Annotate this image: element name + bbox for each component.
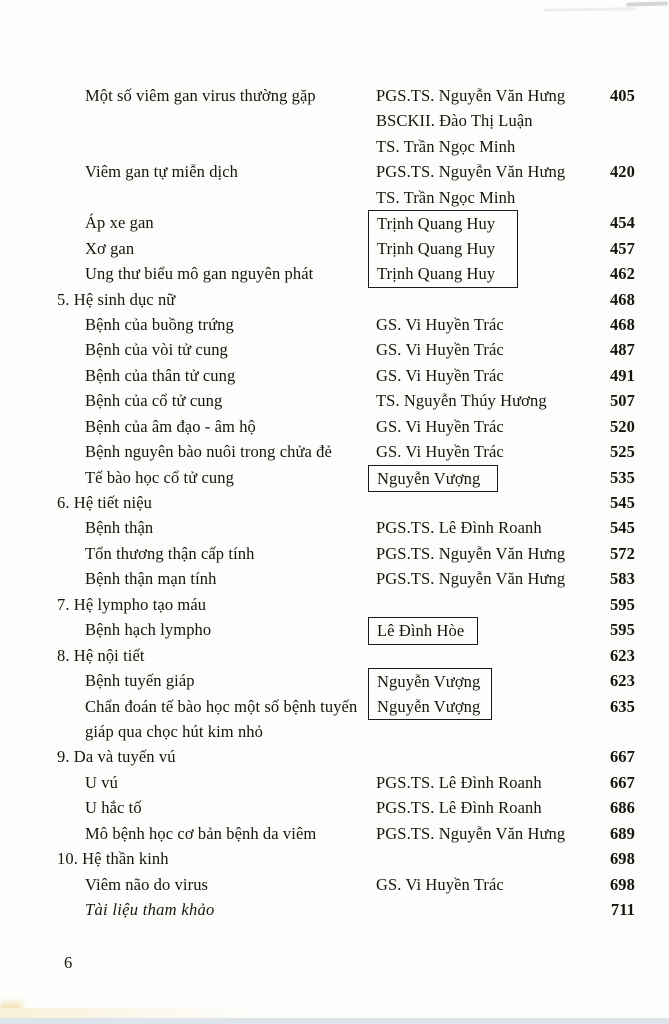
author-name: GS. Vi Huyền Trác	[376, 340, 504, 360]
author-name: PGS.TS. Lê Đình Roanh	[376, 798, 542, 818]
author-name: GS. Vi Huyền Trác	[376, 874, 504, 894]
author-name: PGS.TS. Nguyễn Văn Hưng	[376, 823, 566, 843]
author-name: PGS.TS. Nguyễn Văn Hưng	[376, 86, 566, 105]
author-cell	[368, 795, 579, 820]
page-number: 545	[609, 518, 635, 538]
entry-title: Bệnh nguyên bào nuôi trong chửa đẻ	[85, 442, 332, 462]
page-number: 595	[609, 594, 635, 614]
author-name: PGS.TS. Nguyễn Văn Hưng	[376, 543, 566, 563]
author-name: TS. Trần Ngọc Minh	[376, 187, 516, 207]
page-number: 545	[609, 493, 635, 512]
toc-row	[57, 617, 635, 642]
entry-title: giáp qua chọc hút kim nhỏ	[85, 721, 264, 741]
author-cell	[368, 134, 579, 159]
author-cell	[368, 872, 579, 897]
author-name-boxed: Nguyễn Vượng	[368, 465, 498, 492]
scan-smudge-top-right-faint	[543, 7, 635, 12]
author-name: GS. Vi Huyền Trác	[376, 365, 504, 385]
page-number: 689	[609, 823, 635, 843]
toc-row	[57, 770, 635, 795]
entry-title: Bệnh của âm đạo - âm hộ	[85, 416, 256, 436]
author-name-boxed: Lê Đình Hòe	[368, 617, 478, 644]
page-number: 468	[609, 289, 635, 309]
toc-row	[57, 846, 635, 871]
author-name: BSCKII. Đào Thị Luận	[376, 111, 533, 131]
toc-row	[57, 388, 635, 413]
entry-title: U hắc tố	[85, 798, 142, 818]
entry-title: Bệnh hạch lympho	[85, 620, 212, 640]
entry-title: Bệnh của vòi tử cung	[85, 340, 228, 360]
author-cell	[368, 185, 579, 210]
toc-row	[57, 439, 635, 464]
author-name: PGS.TS. Nguyễn Văn Hưng	[376, 569, 566, 589]
page-number: 420	[609, 162, 635, 182]
toc-row	[57, 668, 635, 693]
toc-row	[57, 414, 635, 439]
author-cell	[368, 643, 579, 668]
section-title: 10. Hệ thần kinh	[57, 849, 169, 869]
author-cell	[368, 83, 579, 108]
toc-row	[57, 465, 635, 490]
page-number: 623	[609, 671, 635, 691]
section-title: 9. Da và tuyến vú	[57, 747, 176, 767]
toc-row	[57, 210, 635, 235]
page-number: 507	[609, 391, 635, 411]
entry-title	[57, 185, 368, 210]
toc-row	[57, 287, 635, 312]
author-cell	[368, 821, 579, 846]
page-number: 623	[609, 645, 635, 665]
toc-row	[57, 897, 635, 922]
entry-title: Bệnh thận mạn tính	[85, 569, 217, 589]
author-cell	[368, 337, 579, 362]
section-title: 8. Hệ nội tiết	[57, 645, 145, 665]
author-cell	[368, 414, 579, 439]
author-cell	[368, 388, 579, 413]
toc-row	[57, 159, 635, 184]
page-number: 468	[609, 314, 635, 334]
entry-title: Xơ gan	[85, 238, 135, 258]
page-bottom-edge	[0, 1018, 669, 1024]
author-cell	[368, 617, 579, 644]
author-cell	[368, 668, 579, 694]
page-number: 667	[609, 747, 635, 767]
section-title: 5. Hệ sinh dục nữ	[57, 289, 176, 309]
entry-title: Bệnh của cổ tử cung	[85, 391, 223, 411]
page-number: 595	[609, 620, 635, 640]
toc-row	[57, 490, 635, 515]
author-cell	[368, 210, 579, 236]
author-name: PGS.TS. Lê Đình Roanh	[376, 772, 542, 792]
toc-row	[57, 185, 635, 210]
author-cell	[368, 897, 579, 922]
page-number: 454	[609, 213, 635, 233]
author-cell	[368, 694, 579, 720]
entry-title	[57, 134, 368, 159]
author-cell	[368, 465, 579, 492]
author-cell	[368, 287, 579, 312]
entry-title: Mô bệnh học cơ bản bệnh da viêm	[85, 823, 317, 843]
page-number: 487	[609, 340, 635, 360]
toc-row	[57, 694, 635, 719]
page-number: 457	[609, 238, 635, 258]
author-name: GS. Vi Huyền Trác	[376, 314, 504, 334]
page-number: 572	[609, 543, 635, 563]
page-number: 535	[609, 467, 635, 487]
author-name: PGS.TS. Lê Đình Roanh	[376, 518, 542, 538]
entry-title: Bệnh tuyến giáp	[85, 671, 195, 691]
page-number: 686	[609, 798, 635, 818]
toc-row	[57, 744, 635, 769]
section-title: 7. Hệ lympho tạo máu	[57, 594, 207, 614]
page-number	[579, 134, 635, 159]
author-cell	[368, 261, 579, 287]
toc-row	[57, 541, 635, 566]
toc-row	[57, 515, 635, 540]
author-name-boxed: Nguyễn Vượng	[368, 668, 492, 694]
entry-title: Một số viêm gan virus thường gặp	[85, 86, 316, 105]
author-cell	[368, 236, 579, 261]
section-title: 6. Hệ tiết niệu	[57, 493, 152, 512]
author-name-boxed: Trịnh Quang Huy	[368, 236, 518, 261]
author-name: PGS.TS. Nguyễn Văn Hưng	[376, 162, 566, 182]
author-cell	[368, 312, 579, 337]
entry-title: Tài liệu tham khảo	[85, 900, 215, 919]
entry-title: Viêm gan tự miễn dịch	[85, 162, 239, 182]
scan-tint-bottom	[0, 1008, 250, 1018]
toc-row	[57, 108, 635, 133]
toc-row	[57, 312, 635, 337]
page-number: 698	[609, 849, 635, 869]
entry-title: Áp xe gan	[85, 213, 154, 233]
page-number	[579, 185, 635, 210]
page-number: 583	[609, 569, 635, 589]
entry-title: Tế bào học cổ tử cung	[85, 467, 234, 487]
toc-row	[57, 363, 635, 388]
author-cell	[368, 439, 579, 464]
toc-row	[57, 134, 635, 159]
toc-row	[57, 261, 635, 286]
author-name-boxed: Nguyễn Vượng	[368, 694, 492, 720]
toc-row	[57, 643, 635, 668]
entry-title: U vú	[85, 772, 118, 792]
entry-title: Ung thư biểu mô gan nguyên phát	[85, 264, 314, 284]
toc-row	[57, 592, 635, 617]
author-cell	[368, 108, 579, 133]
author-name: TS. Trần Ngọc Minh	[376, 136, 516, 156]
author-cell	[368, 744, 579, 769]
entry-title	[57, 108, 368, 133]
toc-row	[57, 337, 635, 362]
toc-row	[57, 821, 635, 846]
entry-title: Chẩn đoán tế bào học một số bệnh tuyến	[85, 696, 358, 716]
toc-row	[57, 719, 635, 744]
page-number: 698	[609, 874, 635, 894]
scan-smudge-top-right	[626, 1, 668, 6]
toc-row	[57, 795, 635, 820]
page-number: 462	[609, 264, 635, 284]
entry-title: Bệnh thận	[85, 518, 154, 538]
entry-title: Bệnh của buồng trứng	[85, 314, 234, 334]
toc-row	[57, 236, 635, 261]
author-cell	[368, 159, 579, 184]
page-number: 525	[609, 442, 635, 462]
page-number: 491	[609, 365, 635, 385]
toc-row	[57, 872, 635, 897]
author-cell	[368, 515, 579, 540]
page-number: 667	[609, 772, 635, 792]
entry-title: Viêm não do virus	[85, 874, 209, 894]
page-number: 405	[609, 86, 635, 105]
author-cell	[368, 592, 579, 617]
page-number	[579, 108, 635, 133]
author-cell	[368, 719, 579, 744]
author-cell	[368, 770, 579, 795]
author-name: GS. Vi Huyền Trác	[376, 442, 504, 462]
author-name: GS. Vi Huyền Trác	[376, 416, 504, 436]
entry-title: Bệnh của thân tử cung	[85, 365, 236, 385]
author-name-boxed: Trịnh Quang Huy	[368, 210, 518, 236]
page-number: 520	[609, 416, 635, 436]
author-cell	[368, 541, 579, 566]
page-number: 635	[609, 696, 635, 716]
page-number: 711	[610, 900, 635, 919]
page-number	[579, 719, 635, 744]
toc-row	[57, 566, 635, 591]
author-name-boxed: Trịnh Quang Huy	[368, 261, 518, 287]
entry-title: Tổn thương thận cấp tính	[85, 543, 255, 563]
author-name: TS. Nguyễn Thúy Hương	[376, 391, 547, 411]
footer-page-number: 6	[64, 953, 73, 972]
toc-row	[57, 83, 635, 108]
author-cell	[368, 846, 579, 871]
author-cell	[368, 566, 579, 591]
author-cell	[368, 490, 579, 515]
author-cell	[368, 363, 579, 388]
table-of-contents	[57, 83, 635, 922]
